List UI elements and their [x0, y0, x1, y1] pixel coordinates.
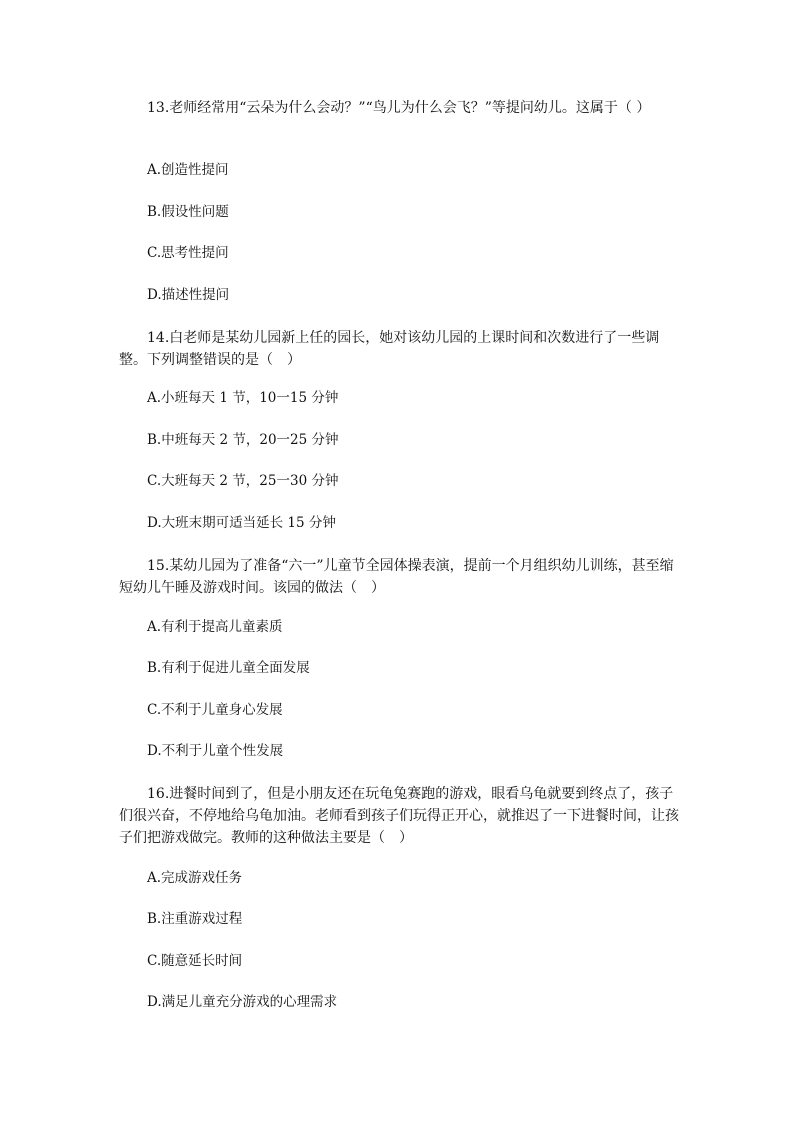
question-16-option-c: C.随意延长时间 [147, 953, 243, 969]
question-15-option-c: C.不利于儿童身心发展 [147, 702, 283, 718]
question-16-option-d: D.满足儿童充分游戏的心理需求 [147, 994, 338, 1010]
question-13-stem: 13.老师经常用“云朵为什么会动？”“鸟儿为什么会飞？”等提问幼儿。这属于（ ） [147, 100, 651, 116]
question-15-option-a: A.有利于提高儿童素质 [147, 619, 283, 635]
question-13-option-b: B.假设性问题 [147, 204, 229, 220]
question-14-option-b: B.中班每天 2 节，20一25 分钟 [147, 432, 339, 448]
question-13-option-c: C.思考性提问 [147, 245, 229, 261]
question-16-option-b: B.注重游戏过程 [147, 911, 243, 927]
question-16-option-a: A.完成游戏任务 [147, 870, 243, 886]
question-16-stem: 16.进餐时间到了，但是小朋友还在玩龟兔赛跑的游戏，眼看乌龟就要到终点了，孩子们很兴奋，不停地给乌龟加油。老师看到孩子们玩得正开心，就推迟了一下进餐时间，让孩子们把游戏做完。教师的这种做法主要是（ ） [119, 786, 679, 846]
question-15-option-d: D.不利于儿童个性发展 [147, 743, 284, 759]
question-14-option-c: C.大班每天 2 节，25一30 分钟 [147, 473, 339, 489]
question-13-option-a: A.创造性提问 [147, 162, 229, 178]
question-14-option-a: A.小班每天 1 节，10一15 分钟 [147, 390, 339, 406]
question-15-option-b: B.有利于促进儿童全面发展 [147, 660, 310, 676]
question-13-option-d: D.描述性提问 [147, 287, 230, 303]
question-14-stem: 14.白老师是某幼儿园新上任的园长，她对该幼儿园的上课时间和次数进行了一些调整。下列调整错误的是（ ） [119, 330, 660, 368]
question-15-stem: 15.某幼儿园为了准备“六一”儿童节全园体操表演，提前一个月组织幼儿训练，甚至缩短幼儿午睡及游戏时间。该园的做法（ ） [119, 558, 674, 596]
question-14-option-d: D.大班末期可适当延长 15 分钟 [147, 515, 336, 531]
